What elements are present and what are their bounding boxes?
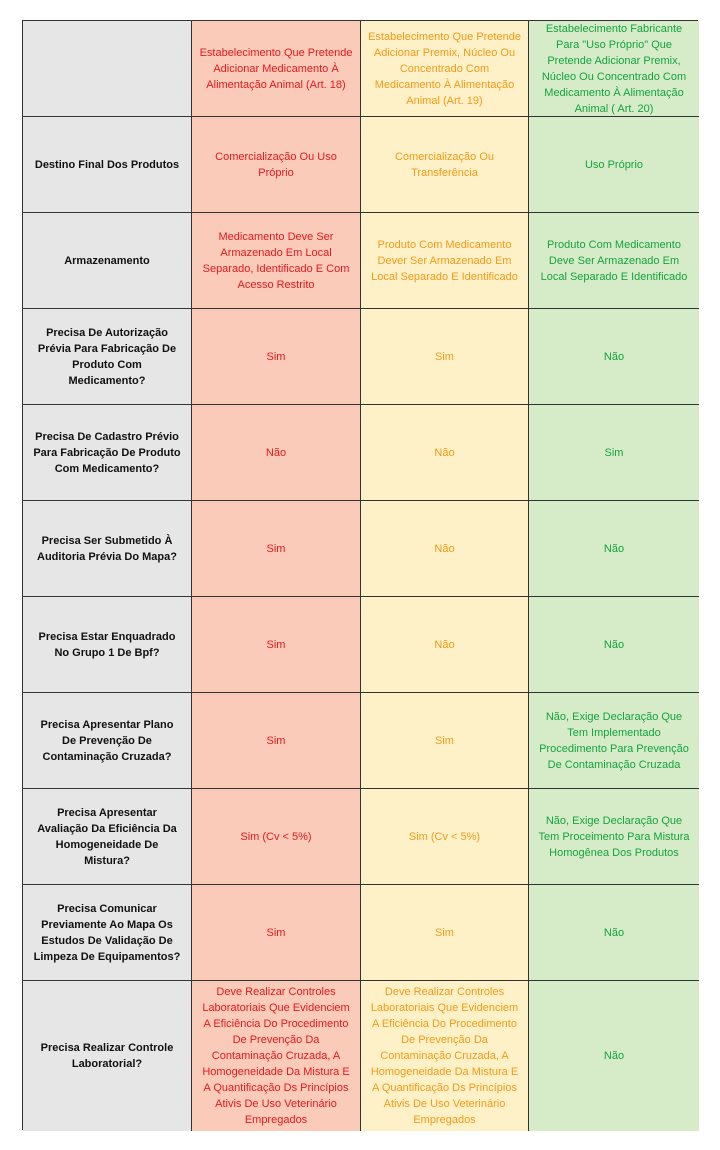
cell-art20 — [529, 597, 699, 693]
row-label-text: Precisa Estar Enquadrado No Grupo 1 De Bpf? — [38, 630, 176, 659]
cell-art20-text: Não — [603, 926, 625, 939]
cell-art18-text: Sim — [266, 542, 286, 555]
row-label-text: Precisa Apresentar Plano De Prevenção De Contaminação Cruzada? — [40, 718, 174, 763]
row-label — [23, 885, 192, 981]
header-corner-cell — [23, 21, 192, 117]
row-label — [23, 213, 192, 309]
cell-art19-text: Produto Com Medicamento Dever Ser Armazenado Em Local Separado E Identificado — [371, 238, 518, 283]
cell-art19 — [361, 885, 529, 981]
cell-art20 — [529, 309, 699, 405]
header-art20 — [529, 21, 699, 117]
cell-art20 — [529, 117, 699, 213]
cell-art18 — [192, 885, 361, 981]
comparison-table — [22, 20, 698, 1130]
row-label-text: Armazenamento — [64, 254, 150, 267]
cell-art18 — [192, 405, 361, 501]
row-label-text: Precisa Ser Submetido À Auditoria Prévia Do Mapa? — [37, 534, 177, 563]
cell-art19-text: Não — [434, 446, 455, 459]
row-label-text: Destino Final Dos Produtos — [34, 158, 180, 171]
cell-art20 — [529, 981, 699, 1131]
header-art18 — [192, 21, 361, 117]
cell-art19-text: Comercialização Ou Transferência — [394, 150, 495, 179]
header-art18-text: Estabelecimento Que Pretende Adicionar Medicamento À Alimentação Animal (Art. 18) — [199, 46, 353, 91]
cell-art19 — [361, 501, 529, 597]
cell-art19-text: Deve Realizar Controles Laboratoriais Que Evidenciem A Eficiência Do Procedimento De Prevenção Da Contaminação Cruzada, A Homogeneidade Da Mistura E A Quantificação Ds Princípios Ativis De Uso Veterinário Empregados — [370, 986, 519, 1126]
cell-art18 — [192, 597, 361, 693]
cell-art20-text: Não — [603, 1050, 625, 1062]
row-label — [23, 405, 192, 501]
cell-art20-text: Sim — [604, 446, 624, 459]
row-label-text: Precisa Realizar Controle Laboratorial? — [40, 1042, 174, 1070]
row-label — [23, 309, 192, 405]
row-label-text: Precisa De Autorização Prévia Para Fabricação De Produto Com Medicamento? — [37, 326, 177, 387]
cell-art18-text: Sim — [266, 734, 286, 747]
cell-art19 — [361, 117, 529, 213]
cell-art19-text: Não — [434, 542, 455, 555]
cell-art18 — [192, 117, 361, 213]
cell-art19 — [361, 405, 529, 501]
cell-art18 — [192, 309, 361, 405]
cell-art18 — [192, 981, 361, 1131]
cell-art18-text: Sim — [266, 926, 286, 939]
cell-art20 — [529, 693, 699, 789]
cell-art20-text: Não, Exige Declaração Que Tem Implementado Procedimento Para Prevenção De Contaminação Cruzada — [539, 710, 689, 771]
header-art19 — [361, 21, 529, 117]
cell-art20-text: Não — [603, 638, 625, 651]
cell-art19-text: Sim — [435, 350, 454, 363]
cell-art19-text: Sim — [435, 734, 454, 747]
cell-art20 — [529, 885, 699, 981]
row-label-text: Precisa Comunicar Previamente Ao Mapa Os Estudos De Validação De Limpeza De Equipamentos? — [33, 902, 181, 963]
cell-art19 — [361, 213, 529, 309]
row-label — [23, 789, 192, 885]
cell-art20-text: Não, Exige Declaração Que Tem Proceimento Para Mistura Homogênea Dos Produtos — [538, 814, 690, 859]
row-label — [23, 693, 192, 789]
cell-art19-text: Sim — [435, 926, 454, 939]
cell-art18-text: Não — [265, 446, 287, 459]
cell-art18-text: Medicamento Deve Ser Armazenado Em Local Separado, Identificado E Com Acesso Restrito — [202, 230, 350, 291]
cell-art20 — [529, 405, 699, 501]
cell-art18 — [192, 213, 361, 309]
cell-art20 — [529, 213, 699, 309]
row-label — [23, 117, 192, 213]
row-label — [23, 981, 192, 1131]
cell-art19-text: Não — [434, 638, 455, 651]
header-art20-text: Estabelecimento Fabricante Para "Uso Próprio" Que Pretende Adicionar Premix, Núcleo Ou Concentrado Com Medicamento À Alimentação Animal ( Art. 20) — [541, 22, 687, 115]
cell-art18-text: Comercialização Ou Uso Próprio — [215, 150, 337, 179]
cell-art19 — [361, 693, 529, 789]
row-label — [23, 597, 192, 693]
cell-art20 — [529, 789, 699, 885]
cell-art18 — [192, 501, 361, 597]
row-label — [23, 501, 192, 597]
cell-art20 — [529, 501, 699, 597]
cell-art19-text: Sim (Cv < 5%) — [408, 830, 481, 843]
cell-art18-text: Sim — [266, 638, 286, 651]
cell-art18-text: Sim — [266, 350, 286, 363]
cell-art19 — [361, 789, 529, 885]
cell-art20-text: Uso Próprio — [584, 158, 644, 171]
cell-art18-text: Sim (Cv < 5%) — [240, 830, 312, 843]
row-label-text: Precisa Apresentar Avaliação Da Eficiência Da Homogeneidade De Mistura? — [37, 806, 177, 867]
cell-art20-text: Não — [603, 542, 625, 555]
cell-art18 — [192, 693, 361, 789]
cell-art19 — [361, 981, 529, 1131]
cell-art19 — [361, 309, 529, 405]
cell-art20-text: Produto Com Medicamento Deve Ser Armazenado Em Local Separado E Identificado — [540, 238, 688, 283]
cell-art18 — [192, 789, 361, 885]
row-label-text: Precisa De Cadastro Prévio Para Fabricação De Produto Com Medicamento? — [33, 430, 181, 475]
cell-art18-text: Deve Realizar Controles Laboratoriais Que Evidenciem A Eficiência Do Procedimento De Prevenção Da Contaminação Cruzada, A Homogeneidade Da Mistura E A Quantificação Ds Princípios Ativis De Uso Veterinário Empregados — [202, 986, 350, 1126]
cell-art19 — [361, 597, 529, 693]
header-art19-text: Estabelecimento Que Pretende Adicionar Premix, Núcleo Ou Concentrado Com Medicamento À Alimentação Animal (Art. 19) — [368, 30, 521, 107]
cell-art20-text: Não — [603, 350, 625, 363]
